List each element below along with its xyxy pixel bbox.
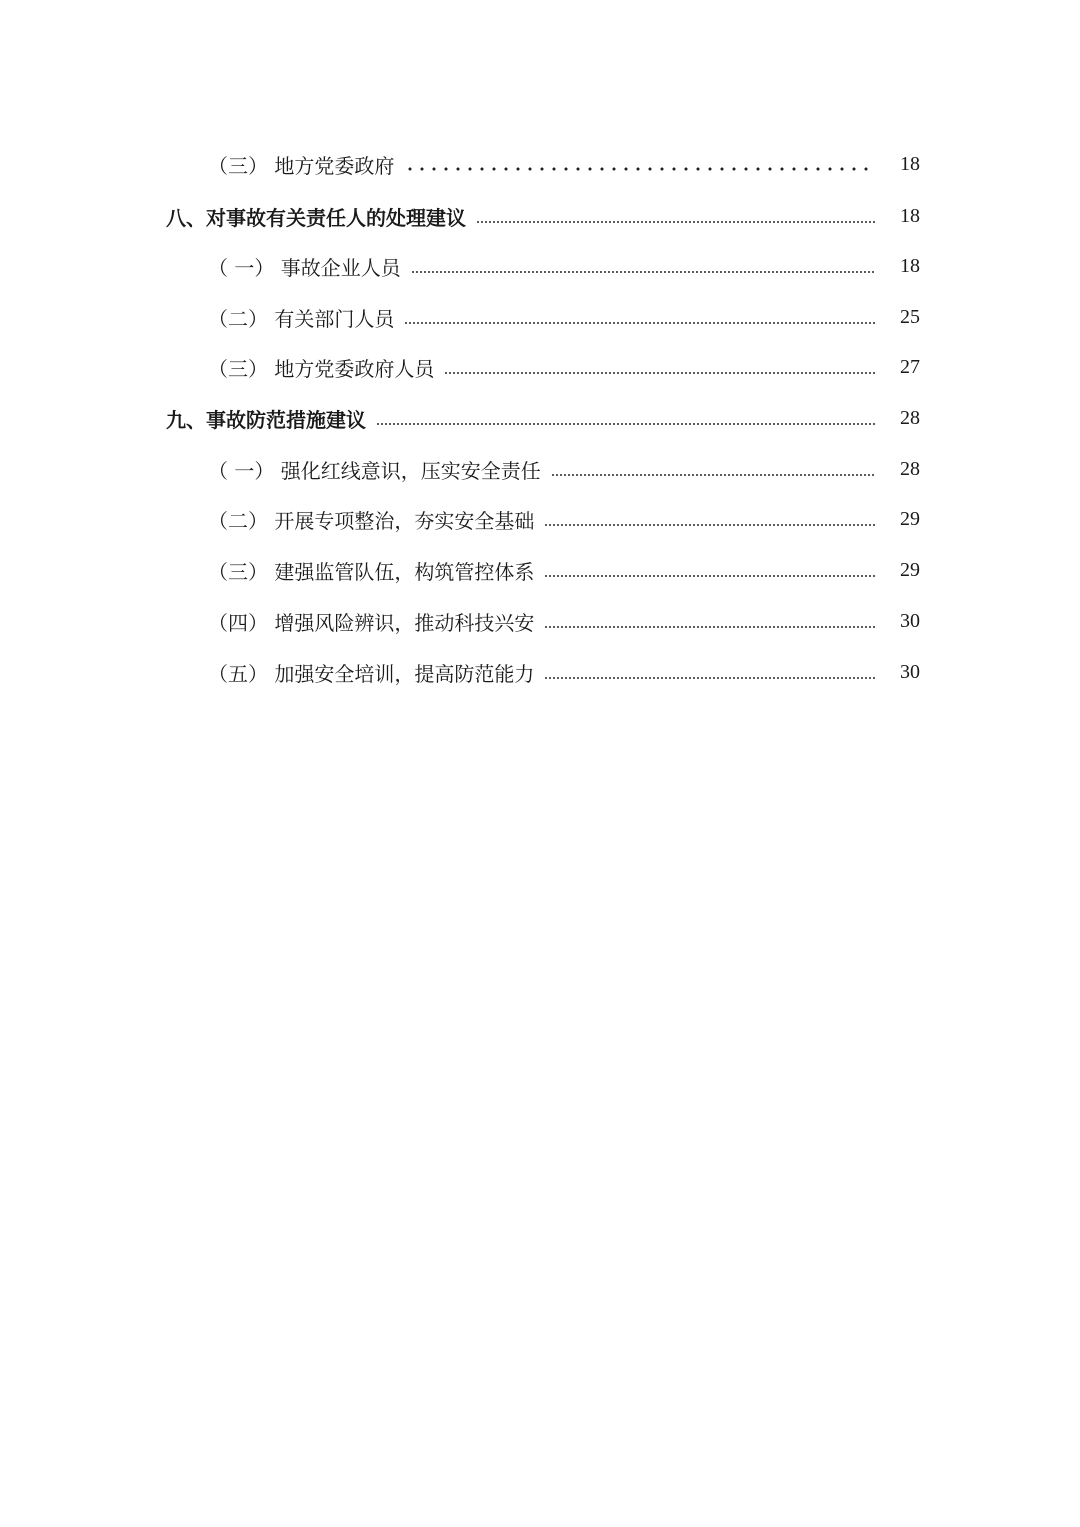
toc-entry-department-personnel[interactable] <box>208 302 920 332</box>
toc-dot-leader <box>376 423 876 425</box>
toc-dot-leader <box>551 474 876 476</box>
toc-page-number: 18 <box>900 204 920 227</box>
toc-page-number: 30 <box>900 660 920 683</box>
toc-section-title: 九、事故防范措施建议 <box>166 407 366 432</box>
toc-dot-leader <box>404 322 876 324</box>
toc-entry-title: （二） 开展专项整治，夯实安全基础 <box>208 508 535 533</box>
toc-entry-title: （三） 建强监管队伍，构筑管控体系 <box>208 559 535 584</box>
toc-dot-leader <box>544 626 876 628</box>
toc-dot-leader <box>444 372 876 374</box>
toc-page-number: 18 <box>900 254 920 277</box>
toc-section-responsible-persons[interactable] <box>166 201 920 231</box>
toc-page-number: 28 <box>900 406 920 429</box>
toc-entry-safety-training[interactable] <box>208 657 920 687</box>
toc-entry-title: （三） 地方党委政府人员 <box>208 356 435 381</box>
toc-page-number: 28 <box>900 457 920 480</box>
toc-entry-local-party-government[interactable] <box>208 149 920 179</box>
toc-page-number: 18 <box>900 152 920 175</box>
toc-entry-government-personnel[interactable] <box>208 352 920 382</box>
toc-dot-leader <box>404 167 876 171</box>
toc-page-number: 30 <box>900 609 920 632</box>
toc-dot-leader <box>476 221 876 223</box>
toc-entry-supervision-team[interactable] <box>208 555 920 585</box>
toc-dot-leader <box>544 575 876 577</box>
toc-entry-red-line-awareness[interactable] <box>208 454 920 484</box>
toc-section-prevention-measures[interactable] <box>166 403 920 433</box>
toc-page-number: 29 <box>900 507 920 530</box>
toc-page-number: 29 <box>900 558 920 581</box>
toc-entry-special-rectification[interactable] <box>208 504 920 534</box>
toc-entry-title: （ 一） 强化红线意识，压实安全责任 <box>208 458 541 483</box>
toc-entry-risk-identification[interactable] <box>208 606 920 636</box>
toc-entry-title: （四） 增强风险辨识，推动科技兴安 <box>208 610 535 635</box>
toc-dot-leader <box>544 524 876 526</box>
toc-entry-title: （ 一） 事故企业人员 <box>208 255 401 280</box>
toc-section-title: 八、对事故有关责任人的处理建议 <box>166 205 466 230</box>
toc-entry-title: （三） 地方党委政府 <box>208 153 395 178</box>
toc-dot-leader <box>544 677 876 679</box>
toc-dot-leader <box>411 271 876 273</box>
toc-page-number: 25 <box>900 305 920 328</box>
toc-entry-enterprise-personnel[interactable] <box>208 251 920 281</box>
toc-entry-title: （二） 有关部门人员 <box>208 306 395 331</box>
toc-entry-title: （五） 加强安全培训，提高防范能力 <box>208 661 535 686</box>
toc-page-number: 27 <box>900 355 920 378</box>
